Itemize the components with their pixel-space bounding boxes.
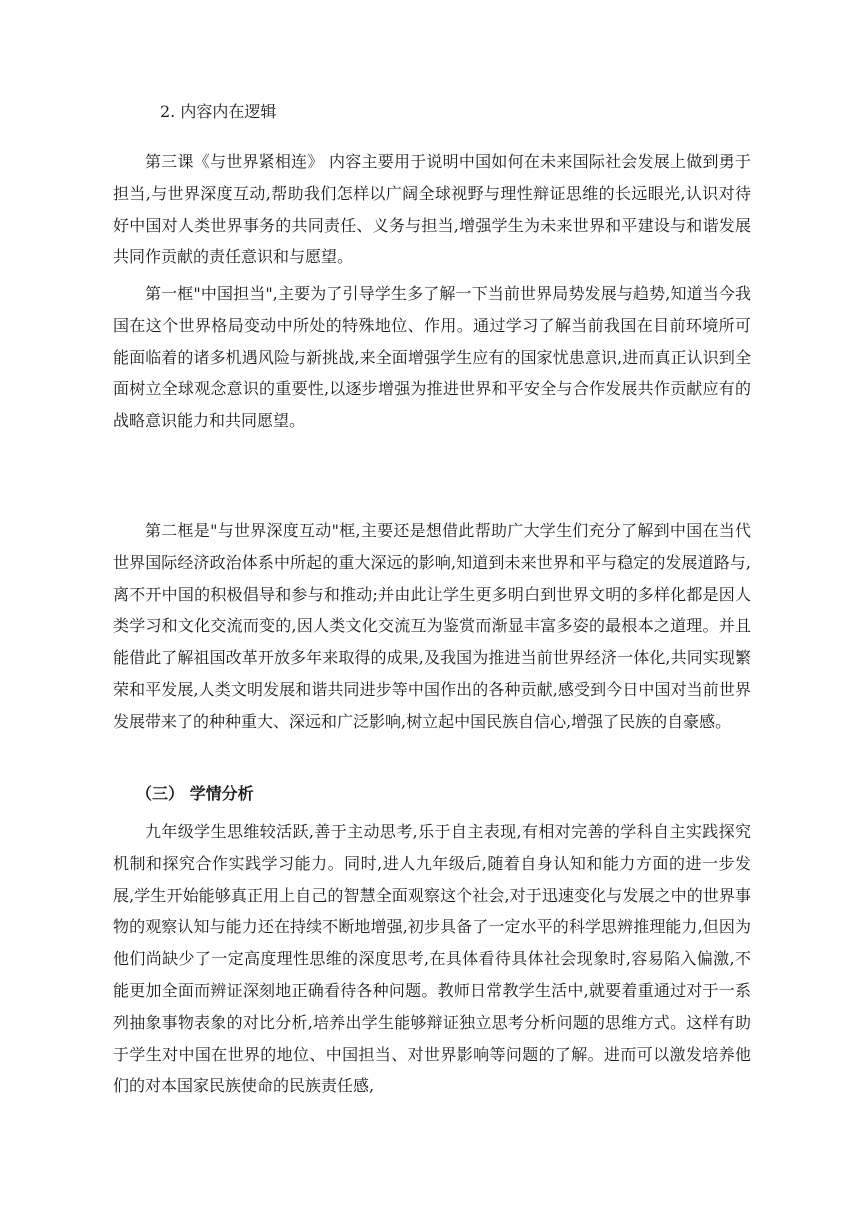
paragraph-frame-one: 第一框"中国担当",主要为了引导学生多了解一下当前世界局势发展与趋势,知道当今我国在这个世界格局变动中所处的特殊地位、作用。通过学习了解当前我国在目前环境所可能面临着的诸多机遇风险与新挑战,来全面增强学生应有的国家忧患意识,进而真正认识到全面树立全球观念意识的重要性,以逐步增强为推进世界和平安全与合作发展共作贡献应有的战略意识能力和共同愿望。 xyxy=(113,284,751,431)
paragraph-course-overview: 第三课《与世界紧相连》 内容主要用于说明中国如何在未来国际社会发展上做到勇于担当,与世界深度互动,帮助我们怎样以广阔全球视野与理性辩证思维的长远眼光,认识对待好中国对人类世界事务的共同责任、义务与担当,增强学生为未来世界和平建设与和谐发展共同作贡献的责任意识和与愿望。 xyxy=(113,152,751,267)
paragraph-student-analysis: 九年级学生思维较活跃,善于主动思考,乐于自主表现,有相对完善的学科自主实践探究机制和探究合作实践学习能力。同时,进人九年级后,随着自身认知和能力方面的进一步发展,学生开始能够真正用上自己的智慧全面观察这个社会,对于迅速变化与发展之中的世界事物的观察认知与能力还在持续不断地增强,初步具备了一定水平的科学思辨推理能力,但因为他们尚缺少了一定高度理性思维的深度思考,在具体看待具体社会现象时,容易陷入偏激,不能更加全面而辨证深刻地正确看待各种问题。教师日常教学生活中,就要着重通过对于一系列抽象事物表象的对比分析,培养出学生能够辩证独立思考分析问题的思维方式。这样有助于学生对中国在世界的地位、中国担当、对世界影响等问题的了解。进而可以激发培养他们的对本国家民族使命的民族责任感, xyxy=(113,822,751,1096)
section-heading: （三） 学情分析 xyxy=(136,784,254,803)
paragraph-frame-two: 第二框是"与世界深度互动"框,主要还是想借此帮助广大学生们充分了解到中国在当代世界国际经济政治体系中所起的重大深远的影响,知道到未来世界和平与稳定的发展道路与,离不开中国的积极倡导和参与和推动;并由此让学生更多明白到世界文明的多样化都是因人类学习和文化交流而变的,因人类文化交流互为鉴赏而渐显丰富多姿的最根本之道理。并且能借此了解祖国改革开放多年来取得的成果,及我国为推进当前世界经济一体化,共同实现繁荣和平发展,人类文明发展和谐共同进步等中国作出的各种贡献,感受到今日中国对当前世界发展带来了的种种重大、深远和广泛影响,树立起中国民族自信心,增强了民族的自豪感。 xyxy=(113,521,751,731)
subsection-heading: 2. 内容内在逻辑 xyxy=(160,102,277,121)
